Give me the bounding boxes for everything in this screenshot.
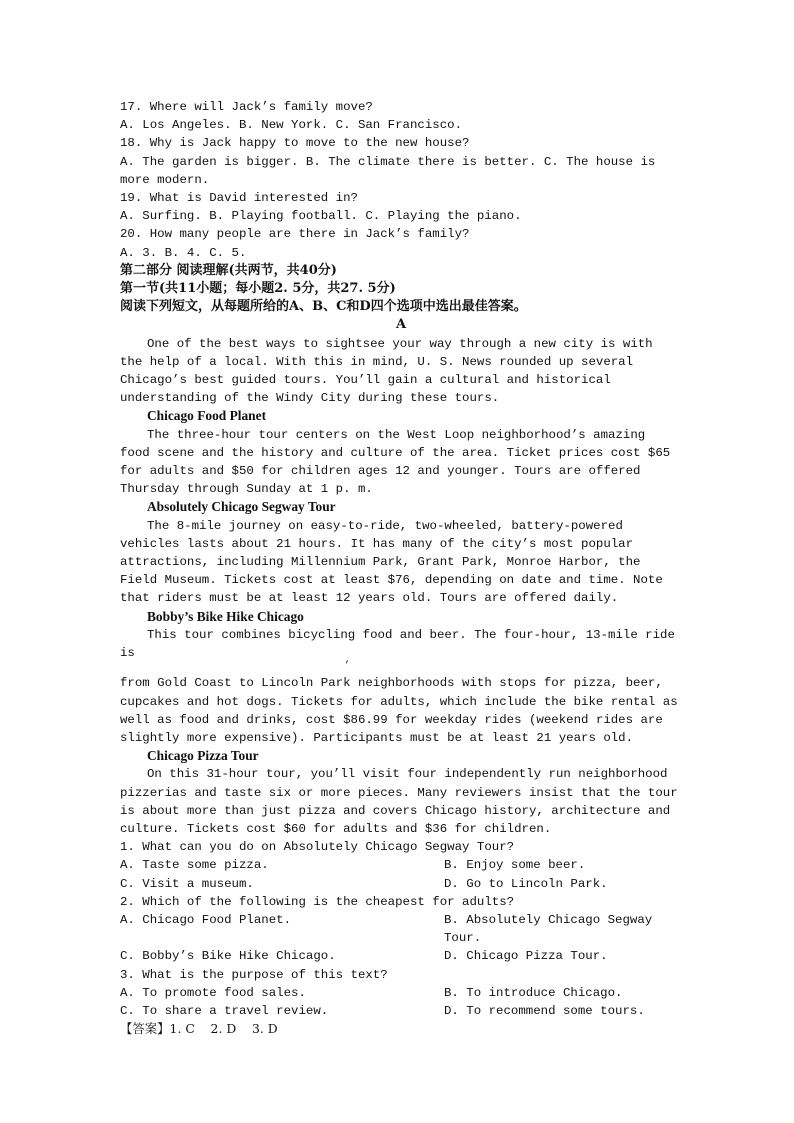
tour-title-pizza: Chicago Pizza Tour	[147, 748, 259, 764]
question-2: 2. Which of the following is the cheapest for adults?	[120, 894, 515, 909]
question-20: 20. How many people are there in Jack’s family?	[120, 227, 470, 242]
question-18-options: A. The garden is bigger. B. The climate there is better. C. The house is more modern.	[120, 154, 663, 187]
question-18: 18. Why is Jack happy to move to the new house?	[120, 136, 470, 151]
question-19-options: A. Surfing. B. Playing football. C. Playing the piano.	[120, 209, 522, 224]
question-19: 19. What is David interested in?	[120, 191, 358, 206]
option-d: D. To recommend some tours.	[444, 1003, 645, 1018]
option-d: D. Chicago Pizza Tour.	[444, 949, 608, 964]
option-d: D. Go to Lincoln Park.	[444, 876, 608, 891]
option-a: A. Taste some pizza.	[120, 858, 269, 873]
part-title: 第二部分 阅读理解(共两节，共40分)	[120, 262, 337, 278]
option-b: B. Enjoy some beer.	[444, 858, 586, 873]
stray-apostrophe: ’	[344, 661, 351, 673]
question-1: 1. What can you do on Absolutely Chicago Segway Tour?	[120, 840, 515, 855]
question-17-options: A. Los Angeles. B. New York. C. San Francisco.	[120, 118, 463, 133]
option-b: B. To introduce Chicago.	[444, 985, 623, 1000]
instructions: 阅读下列短文，从每题所给的A、B、C和D四个选项中选出最佳答案。	[120, 299, 527, 315]
option-c: C. Visit a museum.	[120, 876, 254, 891]
question-1-options	[120, 856, 682, 892]
section-title: 第一节(共11小题；每小题2. 5分，共27. 5分)	[120, 281, 396, 297]
answer-key: 【答案】1. C 2. D 3. D	[120, 1021, 278, 1037]
question-17: 17. Where will Jack’s family move?	[120, 100, 373, 114]
option-c: C. Bobby’s Bike Hike Chicago.	[120, 949, 336, 964]
option-a: A. To promote food sales.	[120, 985, 306, 1000]
tour-text-food-planet: The three-hour tour centers on the West Loop neighborhood’s amazing food scene and the history and culture of the area. Ticket prices cost $65 for adults and $50 for children ages 12 and younger. Tours are offered Thursday through Sunday at 1 p. m.	[120, 427, 678, 497]
tour-title-segway: Absolutely Chicago Segway Tour	[147, 499, 336, 515]
tour-text-pizza: On this 31-hour tour, you’ll visit four independently run neighborhood pizzerias and taste six or more pieces. Many reviewers insist that the tour is about more than just pizza and covers Chicago history, architecture and culture. Tickets cost $60 for adults and $36 for children.	[120, 767, 686, 836]
stray-mark-gap	[120, 662, 682, 674]
tour-text-bike-hike-part2: from Gold Coast to Lincoln Park neighborhoods with stops for pizza, beer, cupcakes and hot dogs. Tickets for adults, which include the bike rental as well as food and drinks, cost $86.99 for weekday rides (weekend rides are slightly more expensive). Participants must be at least 21 years old.	[120, 676, 686, 745]
tour-title-bike-hike: Bobby’s Bike Hike Chicago	[147, 608, 304, 624]
question-3: 3. What is the purpose of this text?	[120, 967, 388, 982]
question-20-options: A. 3. B. 4. C. 5.	[120, 245, 247, 260]
question-2-options	[120, 911, 682, 966]
tour-text-segway: The 8-mile journey on easy-to-ride, two-wheeled, battery-powered vehicles lasts about 21 hours. It has many of the city’s most popular attractions, including Millennium Park, Grant Park, Monroe Harbor, the Field Museum. Tickets cost at least $76, depending on date and time. Note that riders must be at least 12 years old. Tours are offered daily.	[120, 518, 671, 606]
exam-page	[120, 98, 686, 1038]
tour-text-bike-hike-part1: This tour combines bicycling food and beer. The four-hour, 13-mile ride is	[120, 627, 683, 661]
passage-intro: One of the best ways to sightsee your way through a new city is with the help of a local. With this in mind, U. S. News rounded up several Chicago’s best guided tours. You’ll gain a cultural and historical understanding of the Windy City during these tours.	[120, 336, 661, 406]
option-a: A. Chicago Food Planet.	[120, 912, 292, 927]
tour-title-food-planet: Chicago Food Planet	[147, 408, 267, 424]
passage-label: A	[395, 317, 407, 333]
question-3-options	[120, 984, 682, 1020]
option-c: C. To share a travel review.	[120, 1003, 329, 1018]
option-b: B. Absolutely Chicago Segway Tour.	[444, 912, 660, 946]
